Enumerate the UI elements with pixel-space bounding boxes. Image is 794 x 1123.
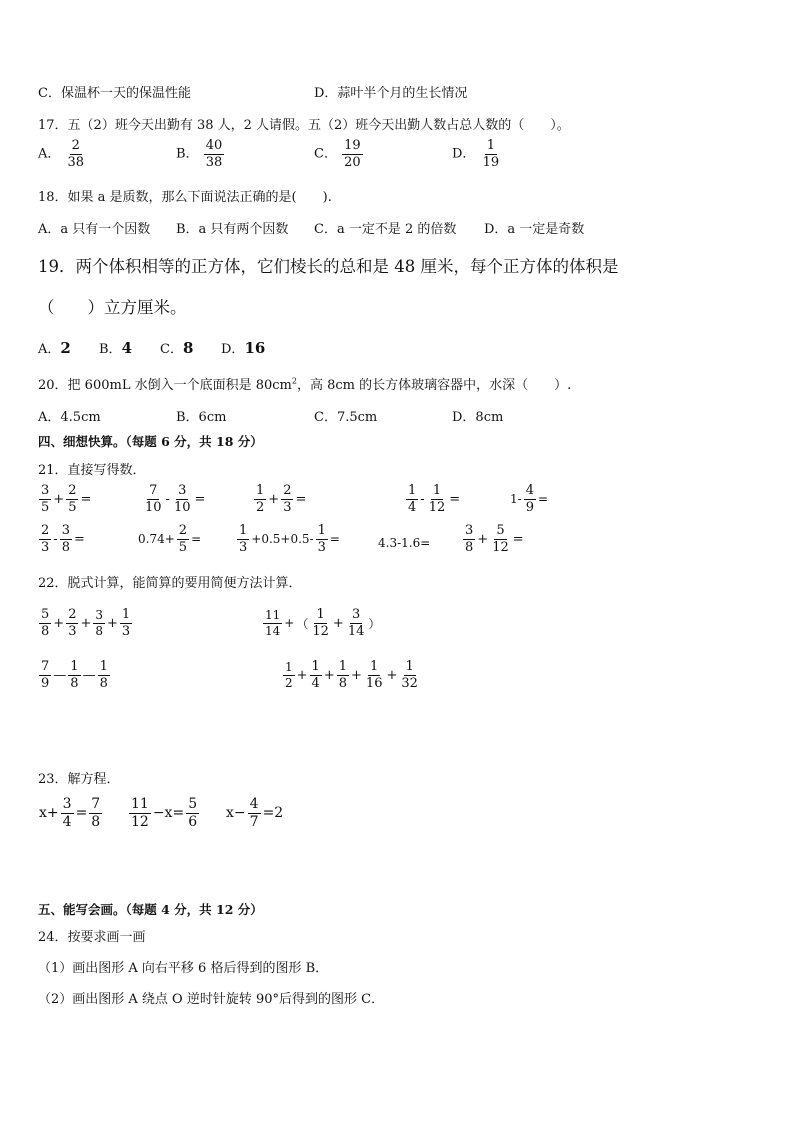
middle-term: +0.5+0.5- bbox=[251, 532, 314, 547]
q18-option-b: B．a 只有两个因数 bbox=[176, 222, 289, 237]
q21-expr-r2-4: 4.3-1.6= bbox=[378, 536, 431, 550]
option-label: A． bbox=[38, 342, 61, 357]
operator: + bbox=[284, 616, 295, 631]
denominator: 8 bbox=[465, 539, 474, 555]
numerator: 1 bbox=[256, 483, 265, 498]
operator: + bbox=[268, 491, 280, 507]
denominator: 10 bbox=[145, 499, 162, 515]
denominator: 14 bbox=[347, 623, 365, 639]
q21-expr-r2-3 bbox=[236, 524, 341, 554]
option-value: 16 bbox=[244, 339, 266, 357]
equals: = bbox=[329, 532, 340, 547]
denominator: 3 bbox=[239, 539, 248, 555]
operator: + bbox=[323, 667, 335, 683]
q21-expr-r2-1 bbox=[38, 524, 86, 554]
denominator: 3 bbox=[283, 499, 292, 515]
operator: + bbox=[351, 667, 362, 683]
operator: + bbox=[332, 615, 344, 631]
middle-term: −x= bbox=[152, 805, 185, 822]
equals: = bbox=[537, 492, 549, 507]
option-value: 4 bbox=[121, 339, 132, 357]
numerator: 3 bbox=[95, 608, 104, 623]
operator: + bbox=[477, 531, 489, 547]
numerator: 2 bbox=[71, 138, 80, 153]
q19-stem-line2: （ ）立方厘米。 bbox=[38, 298, 187, 317]
q24-stem: 24．按要求画一画 bbox=[38, 930, 146, 945]
q19-option-d bbox=[221, 338, 265, 357]
q22-expr-3 bbox=[38, 660, 111, 690]
q21-expr-r1-3 bbox=[253, 484, 307, 514]
numerator: 1 bbox=[121, 607, 131, 622]
denominator: 2 bbox=[285, 675, 293, 690]
option-value: 8 bbox=[182, 339, 194, 357]
q21-expr-r2-2 bbox=[137, 524, 202, 554]
q20-option-b: B．6cm bbox=[176, 410, 227, 425]
q20-option-d: D．8cm bbox=[452, 410, 504, 425]
denominator: 3 bbox=[317, 539, 326, 555]
q20-stem-post: ，高 8cm 的长方体玻璃容器中，水深（ ）. bbox=[296, 378, 572, 393]
denominator: 12 bbox=[428, 499, 446, 515]
denominator: 2 bbox=[256, 499, 265, 515]
numerator: 1 bbox=[405, 659, 414, 674]
denominator: 16 bbox=[365, 675, 383, 691]
equals: = bbox=[75, 805, 88, 822]
prefix: 1- bbox=[510, 492, 522, 507]
equals: = bbox=[191, 532, 202, 547]
operator: - bbox=[420, 491, 425, 507]
numerator: 1 bbox=[370, 659, 379, 674]
denominator: 8 bbox=[91, 813, 101, 830]
denominator: 8 bbox=[61, 539, 70, 555]
q17-option-c bbox=[314, 139, 364, 169]
denominator: 8 bbox=[338, 675, 348, 691]
q17-option-b bbox=[176, 139, 225, 169]
denominator: 10 bbox=[173, 499, 191, 515]
left-paren: （ bbox=[296, 616, 309, 631]
numerator: 1 bbox=[317, 523, 326, 538]
denominator: 8 bbox=[99, 675, 108, 691]
denominator: 12 bbox=[312, 623, 329, 639]
q20-stem bbox=[38, 374, 571, 393]
operator: — bbox=[82, 667, 96, 683]
q23-equation-1 bbox=[38, 797, 103, 829]
operator: + bbox=[107, 615, 118, 631]
q19-option-a bbox=[38, 338, 71, 357]
q23-stem: 23．解方程． bbox=[38, 772, 120, 787]
numerator: 11 bbox=[131, 796, 149, 812]
numerator: 1 bbox=[408, 483, 417, 498]
q18-stem: 18．如果 a 是质数，那么下面说法正确的是( ). bbox=[38, 190, 332, 205]
numerator: 1 bbox=[311, 659, 320, 674]
equals: = bbox=[449, 491, 461, 507]
numerator: 3 bbox=[41, 483, 50, 498]
option-label: C． bbox=[160, 342, 183, 357]
q17-option-d bbox=[452, 139, 502, 169]
q19-option-b bbox=[99, 338, 132, 357]
equals: = bbox=[73, 531, 85, 547]
denominator: 3 bbox=[68, 623, 77, 639]
denominator: 19 bbox=[482, 154, 500, 170]
q20-option-a: A．4.5cm bbox=[38, 410, 101, 425]
numerator: 2 bbox=[41, 523, 50, 538]
operator: + bbox=[296, 667, 308, 683]
prefix: x− bbox=[226, 805, 246, 822]
numerator: 2 bbox=[178, 523, 188, 538]
equals: = bbox=[512, 531, 524, 547]
numerator: 1 bbox=[486, 138, 495, 153]
numerator: 1 bbox=[70, 659, 79, 674]
numerator: 40 bbox=[205, 138, 223, 153]
q21-expr-r1-5 bbox=[509, 484, 549, 514]
q18-option-c: C．a 一定不是 2 的倍数 bbox=[314, 222, 457, 237]
q22-stem: 22．脱式计算，能简算的要用简便方法计算． bbox=[38, 576, 302, 591]
numerator: 7 bbox=[41, 659, 50, 674]
section-5-title: 五、能写会画。（每题 4 分，共 12 分） bbox=[38, 902, 263, 917]
option-label: C． bbox=[314, 146, 337, 162]
denominator: 9 bbox=[41, 675, 50, 691]
denominator: 4 bbox=[62, 813, 72, 830]
numerator: 1 bbox=[285, 660, 293, 675]
numerator: 2 bbox=[283, 483, 292, 498]
q18-option-a: A．a 只有一个因数 bbox=[38, 222, 151, 237]
option-label: B． bbox=[176, 146, 199, 162]
denominator: 9 bbox=[525, 499, 534, 515]
q21-expr-r1-4 bbox=[405, 484, 461, 514]
denominator: 7 bbox=[249, 813, 259, 830]
q21-expr-r2-5 bbox=[462, 524, 525, 554]
numerator: 1 bbox=[316, 607, 325, 622]
operator: — bbox=[53, 667, 67, 683]
q17-stem: 17．五（2）班今天出勤有 38 人，2 人请假。五（2）班今天出勤人数占总人数的（ ）。 bbox=[38, 118, 570, 133]
numerator: 1 bbox=[432, 483, 442, 498]
denominator: 5 bbox=[178, 539, 188, 555]
operator: + bbox=[80, 615, 92, 631]
denominator: 8 bbox=[95, 623, 104, 638]
denominator: 8 bbox=[41, 623, 50, 639]
denominator: 32 bbox=[401, 675, 418, 691]
equals: = bbox=[194, 491, 206, 507]
numerator: 7 bbox=[149, 483, 158, 498]
numerator: 2 bbox=[68, 607, 77, 622]
denominator: 12 bbox=[131, 813, 149, 830]
denominator: 38 bbox=[205, 154, 223, 170]
option-label: A． bbox=[38, 146, 61, 162]
operator: + bbox=[386, 667, 398, 683]
denominator: 4 bbox=[311, 675, 320, 691]
denominator: 38 bbox=[67, 154, 85, 170]
numerator: 19 bbox=[344, 138, 361, 153]
q21-expr-r1-1 bbox=[38, 484, 92, 514]
option-label: D． bbox=[221, 342, 245, 357]
numerator: 1 bbox=[338, 659, 348, 674]
q22-expr-1 bbox=[38, 608, 133, 638]
numerator: 7 bbox=[91, 796, 101, 812]
section-4-title: 四、细想快算。（每题 6 分，共 18 分） bbox=[38, 434, 263, 449]
suffix: =2 bbox=[262, 805, 284, 822]
q16-option-d: D．蒜叶半个月的生长情况 bbox=[314, 86, 468, 101]
q22-expr-2 bbox=[262, 608, 381, 638]
q20-stem-pre: 20．把 600mL 水倒入一个底面积是 80cm bbox=[38, 378, 292, 393]
q19-option-c bbox=[160, 338, 193, 357]
numerator: 5 bbox=[41, 607, 50, 622]
equals: = bbox=[295, 491, 307, 507]
denominator: 5 bbox=[41, 499, 50, 515]
operator: - bbox=[53, 531, 58, 547]
q24-part-1: （1）画出图形 A 向右平移 6 格后得到的图形 B． bbox=[38, 961, 329, 976]
q23-equation-3 bbox=[225, 797, 284, 829]
prefix: x+ bbox=[39, 805, 59, 822]
q22-expr-4 bbox=[282, 660, 421, 690]
denominator: 5 bbox=[68, 499, 77, 515]
q21-expr-r1-2 bbox=[142, 484, 206, 514]
superscript: 2 bbox=[291, 376, 297, 386]
prefix: 0.74+ bbox=[138, 532, 175, 547]
numerator: 3 bbox=[178, 483, 187, 498]
equals: = bbox=[80, 491, 92, 507]
operator: + bbox=[53, 615, 65, 631]
numerator: 3 bbox=[351, 607, 361, 622]
numerator: 11 bbox=[265, 608, 281, 623]
numerator: 1 bbox=[99, 659, 108, 674]
denominator: 14 bbox=[265, 623, 281, 638]
denominator: 3 bbox=[121, 623, 131, 639]
numerator: 3 bbox=[62, 796, 72, 812]
q19-stem-line1: 19．两个体积相等的正方体，它们棱长的总和是 48 厘米，每个正方体的体积是 bbox=[38, 257, 619, 276]
q23-equation-2 bbox=[128, 797, 200, 829]
q24-part-2: （2）画出图形 A 绕点 O 逆时针旋转 90°后得到的图形 C． bbox=[38, 992, 385, 1007]
denominator: 3 bbox=[41, 539, 50, 555]
operator: - bbox=[165, 491, 170, 507]
numerator: 5 bbox=[188, 796, 198, 812]
numerator: 3 bbox=[465, 523, 474, 538]
option-label: D． bbox=[452, 146, 476, 162]
numerator: 2 bbox=[68, 483, 77, 498]
numerator: 3 bbox=[61, 523, 70, 538]
operator: + bbox=[53, 491, 65, 507]
q16-option-c: C．保温杯一天的保温性能 bbox=[38, 86, 191, 101]
numerator: 5 bbox=[496, 523, 505, 538]
q20-option-c: C．7.5cm bbox=[314, 410, 378, 425]
q18-option-d: D．a 一定是奇数 bbox=[484, 222, 585, 237]
denominator: 20 bbox=[344, 154, 361, 170]
q17-option-a bbox=[38, 139, 87, 169]
denominator: 12 bbox=[492, 539, 509, 555]
option-value: 2 bbox=[60, 339, 71, 357]
numerator: 1 bbox=[239, 523, 248, 538]
denominator: 4 bbox=[408, 499, 417, 515]
numerator: 4 bbox=[249, 796, 259, 812]
option-label: B． bbox=[99, 342, 122, 357]
denominator: 6 bbox=[188, 813, 198, 830]
q21-stem: 21．直接写得数． bbox=[38, 463, 146, 478]
denominator: 8 bbox=[70, 675, 79, 691]
right-paren: ） bbox=[368, 616, 381, 631]
numerator: 4 bbox=[525, 483, 534, 498]
